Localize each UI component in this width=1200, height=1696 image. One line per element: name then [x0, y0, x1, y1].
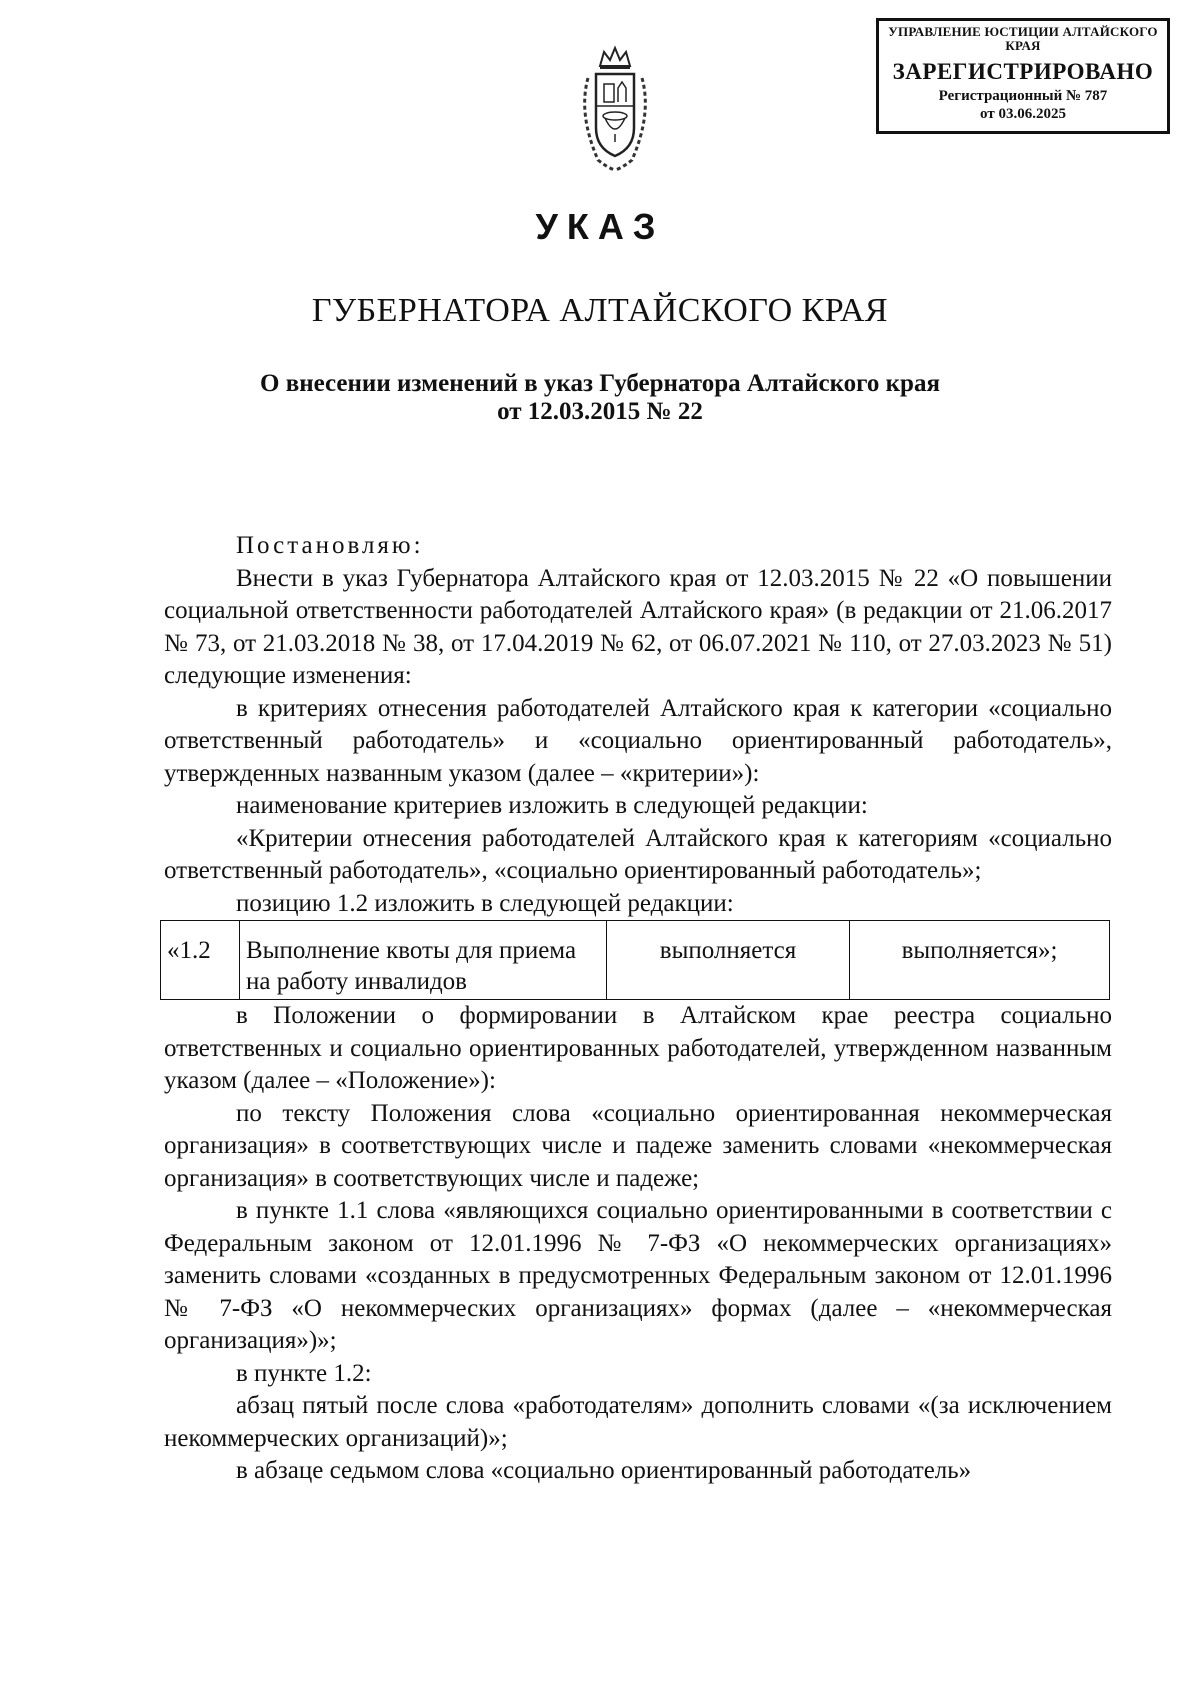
- paragraph: абзац пятый после слова «работодателям» дополнить словами «(за исключением некоммерческих организаций)»;: [164, 1392, 1112, 1452]
- document-body: [164, 530, 1112, 1488]
- paragraph: Внести в указ Губернатора Алтайского края от 12.03.2015 № 22 «О повышении социальной ответственности работодателей Алтайского края» (в редакции от 21.06.2017 № 73, от 21.03.2018 № 38, от 17.04.2019 № 62, от 06.07.2021 № 110, от 27.03.2023 № 51) следующие изменения:: [164, 564, 1112, 689]
- paragraph: позицию 1.2 изложить в следующей редакции:: [236, 889, 734, 917]
- table-cell-number: «1.2: [161, 921, 240, 1000]
- heading-line-1: О внесении изменений в указ Губернатора Алтайского края: [260, 370, 940, 397]
- document-heading: [160, 370, 1040, 426]
- stamp-status: ЗАРЕГИСТРИРОВАНО: [892, 59, 1154, 84]
- document-issuer: ГУБЕРНАТОРА АЛТАЙСКОГО КРАЯ: [311, 292, 889, 329]
- document-type-title: УКАЗ: [535, 206, 665, 247]
- paragraph: наименование критериев изложить в следующей редакции:: [236, 792, 868, 819]
- paragraph: в критериях отнесения работодателей Алтайского края к категории «социально ответственный работодатель» и «социально ориентированный работодатель», утвержденных названным указом (далее – «критерии»):: [164, 694, 1112, 787]
- paragraph: в Положении о формировании в Алтайском крае реестра социально ответственных и социально ориентированных работодателей, утвержденном названным указом (далее – «Положение»):: [164, 1002, 1112, 1094]
- paragraph: по тексту Положения слова «социально ориентированная некоммерческая организация» в соответствующих числе и падеже заменить словами «некоммерческая организация» в соответствующих числе и падеже;: [164, 1099, 1112, 1192]
- table-cell-value-1: выполняется: [607, 921, 850, 1000]
- table-cell-value-2: выполняется»;: [850, 921, 1110, 1000]
- stamp-organization: УПРАВЛЕНИЕ ЮСТИЦИИ АЛТАЙСКОГО КРАЯ: [888, 24, 1158, 53]
- table-cell-description: Выполнение квоты для приема на работу инвалидов: [240, 921, 607, 1000]
- paragraph-decree: Постановляю:: [236, 532, 424, 559]
- paragraph: в пункте 1.2:: [236, 1359, 372, 1387]
- paragraph: в абзаце седьмом слова «социально ориентированный работодатель»: [236, 1457, 972, 1484]
- coat-of-arms-icon: [574, 44, 656, 176]
- stamp-date: от 03.06.2025: [980, 106, 1066, 122]
- registration-stamp: [876, 18, 1170, 134]
- paragraph: «Критерии отнесения работодателей Алтайского края к категориям «социально ответственный работодатель», «социально ориентированный работодатель»;: [164, 824, 1112, 884]
- amendment-table: [160, 920, 1110, 1000]
- stamp-registration-number: Регистрационный № 787: [938, 88, 1108, 104]
- heading-line-2: от 12.03.2015 № 22: [497, 398, 703, 425]
- table-row: [161, 921, 1110, 1000]
- paragraph: в пункте 1.1 слова «являющихся социально ориентированными в соответствии с Федеральным законом от 12.01.1996 № 7-ФЗ «О некоммерческих организациях» заменить словами «созданных в предусмотренных Федеральным законом от 12.01.1996 № 7-ФЗ «О некоммерческих организациях» формах (далее – «некоммерческая организация»)»;: [164, 1197, 1112, 1354]
